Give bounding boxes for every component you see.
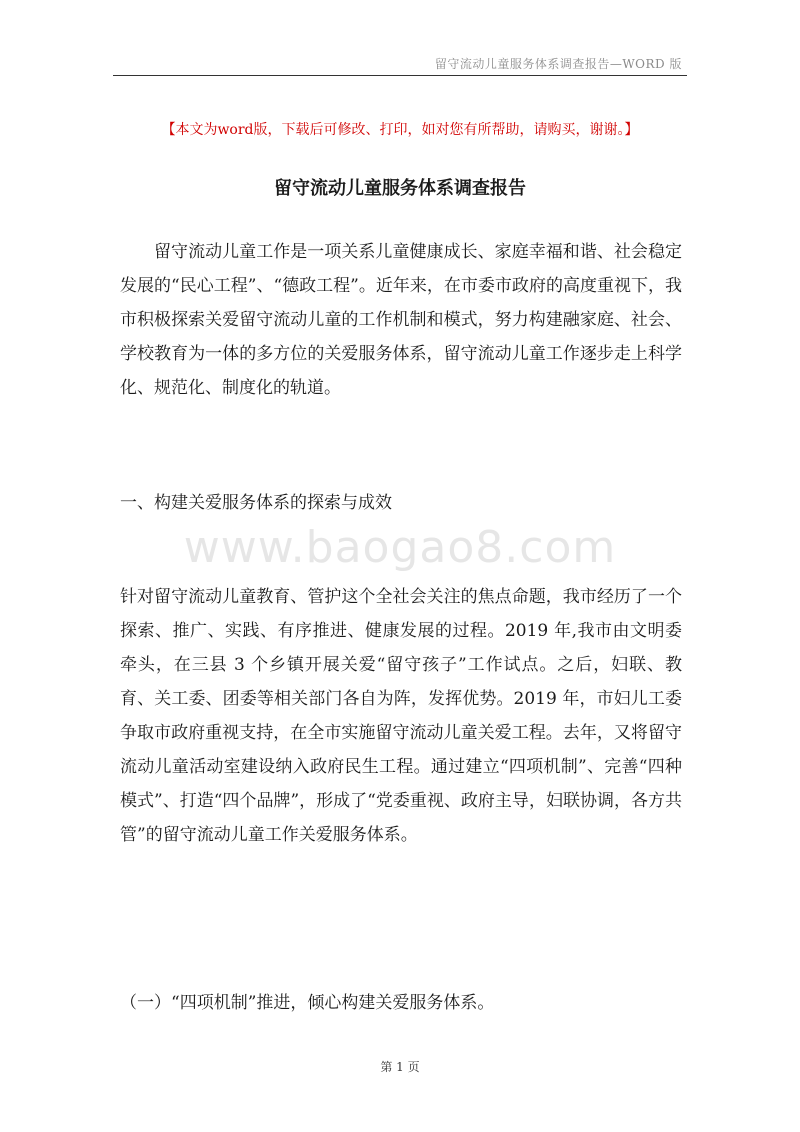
watermark: www.baogao8.com	[183, 522, 617, 573]
body-paragraph: 针对留守流动儿童教育、管护这个全社会关注的焦点命题，我市经历了一个探索、推广、实践、有序推进、健康发展的过程。2019 年,我市由文明委牵头，在三县 3 个乡镇开展关爱“留守孩子”工作试点。之后，妇联、教育、关工委、团委等相关部门各自为阵，发挥优势。2019 年，市妇儿工委争取市政府重视支持，在全市实施留守流动儿童关爱工程。去年，又将留守流动儿童活动室建设纳入政府民生工程。通过建立“四项机制”、完善“四种模式”、打造“四个品牌”，形成了“党委重视、政府主导，妇联协调，各方共管”的留守流动儿童工作关爱服务体系。	[120, 587, 682, 845]
running-header: 留守流动儿童服务体系调查报告—WORD 版	[434, 57, 682, 71]
section-heading: 一、构建关爱服务体系的探索与成效	[120, 493, 392, 513]
header-divider	[113, 75, 687, 76]
page-number: 第 1 页	[380, 1060, 420, 1074]
intro-paragraph: 留守流动儿童工作是一项关系儿童健康成长、家庭幸福和谐、社会稳定发展的“民心工程”、“德政工程”。近年来，在市委市政府的高度重视下，我市积极探索关爱留守流动儿童的工作机制和模式，努力构建融家庭、社会、学校教育为一体的多方位的关爱服务体系，留守流动儿童工作逐步走上科学化、规范化、制度化的轨道。	[120, 242, 682, 398]
download-notice: 【本文为word版，下载后可修改、打印，如对您有所帮助，请购买，谢谢。】	[161, 122, 639, 138]
document-title: 留守流动儿童服务体系调查报告	[274, 178, 526, 199]
subsection-heading: （一）“四项机制”推进，倾心构建关爱服务体系。	[120, 993, 495, 1013]
